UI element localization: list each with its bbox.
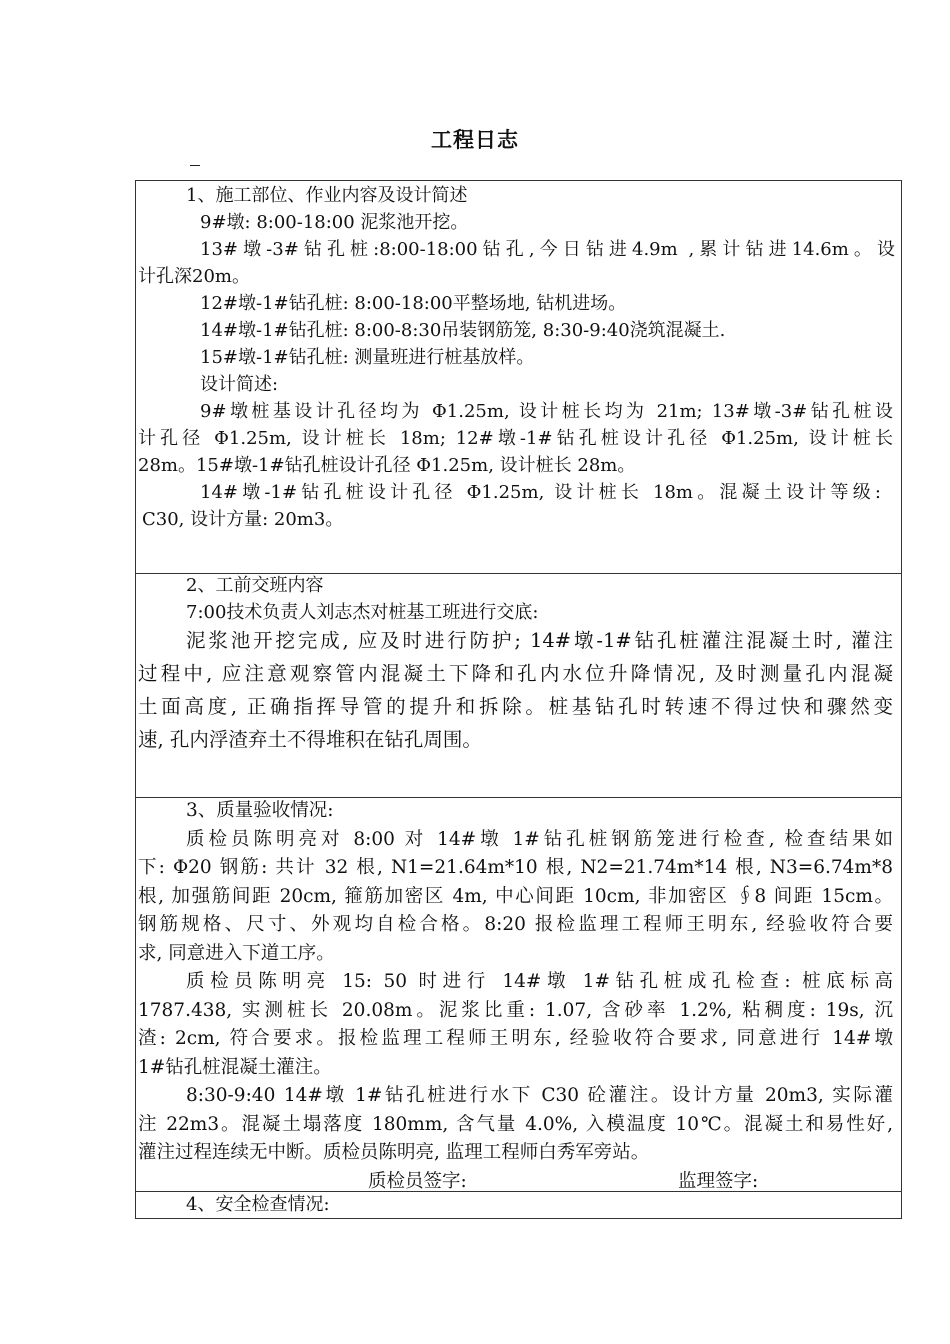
section-construction (136, 182, 901, 533)
text-line: 灌注过程连续无中断。质检员陈明亮, 监理工程师白秀军旁站。 (138, 1142, 650, 1163)
section-heading: 4、安全检查情况: (186, 1194, 330, 1215)
text-line: 1#钻孔桩混凝土灌注。 (138, 1056, 332, 1078)
supervisor-signature-label: 监理签字: (678, 1170, 759, 1192)
text-line: 注 22m3。混凝土塌落度 180mm, 含气量 4.0%, 入模温度 10℃。混凝土和易性好, (138, 1113, 893, 1135)
text-line: 钢筋规格、尺寸、外观均自检合格。8:20 报检监理工程师王明东, 经验收符合要 (138, 914, 893, 935)
text-line: 计孔深20m。 (138, 266, 250, 287)
text-line: 质检员陈明亮 15: 50 时进行 14#墩 1#钻孔桩成孔检查: 桩底标高 (186, 971, 893, 992)
page-title: 工程日志 (431, 127, 519, 152)
section-safety (136, 1191, 901, 1218)
log-table (135, 180, 902, 1219)
text-line: 泥浆池开挖完成, 应及时进行防护; 14#墩-1#钻孔桩灌注混凝土时, 灌注 (186, 629, 893, 652)
text-line: 8:30-9:40 14#墩 1#钻孔桩进行水下 C30 砼灌注。设计方量 20m3, 实际灌 (186, 1085, 893, 1106)
qc-signature-label: 质检员签字: (368, 1170, 467, 1192)
text-line: 13#墩-3#钻孔桩:8:00-18:00钻孔,今日钻进4.9m ,累计钻进14.6m。设 (200, 239, 895, 260)
text-line: 设计简述: (200, 374, 279, 395)
text-line: 根, 加强筋间距 20cm, 箍筋加密区 4m, 中心间距 10cm, 非加密区 ∮8 间距 15cm。 (138, 885, 893, 907)
text-line: 下: Φ20 钢筋: 共计 32 根, N1=21.64m*10 根, N2=21.74m*14 根, N3=6.74m*8 (138, 857, 893, 878)
text-line: 1787.438, 实测桩长 20.08m。泥浆比重: 1.07, 含砂率 1.2%, 粘稠度: 19s, 沉 (138, 999, 893, 1021)
text-line: 15#墩-1#钻孔桩: 测量班进行桩基放样。 (200, 347, 535, 368)
text-line: 14#墩-1#钻孔桩: 8:00-8:30吊装钢筋笼, 8:30-9:40浇筑混凝土. (200, 320, 726, 341)
text-line: 求, 同意进入下道工序。 (138, 942, 335, 964)
text-line: 12#墩-1#钻孔桩: 8:00-18:00平整场地, 钻机进场。 (200, 293, 627, 314)
text-line: 计孔径 Φ1.25m, 设计桩长 18m; 12#墩-1#钻孔桩设计孔径 Φ1.25m, 设计桩长 (138, 428, 893, 449)
text-line: 9#墩桩基设计孔径均为 Φ1.25m, 设计桩长均为 21m; 13#墩-3#钻孔桩设 (200, 401, 893, 422)
text-line: 28m。15#墩-1#钻孔桩设计孔径 Φ1.25m, 设计桩长 28m。 (138, 455, 636, 476)
text-line: 9#墩: 8:00-18:00 泥浆池开挖。 (200, 212, 469, 233)
text-line: 过程中, 应注意观察管内混凝土下降和孔内水位升降情况, 及时测量孔内混凝 (138, 662, 893, 685)
text-line: 14#墩-1#钻孔桩设计孔径 Φ1.25m, 设计桩长 18m。混凝土设计等级: (200, 482, 881, 503)
section-heading: 1、施工部位、作业内容及设计简述 (186, 185, 468, 206)
section-heading: 3、质量验收情况: (186, 800, 334, 821)
section-quality (136, 797, 901, 1196)
text-line: 渣: 2cm, 符合要求。报检监理工程师王明东, 经验收符合要求, 同意进行 14#墩 (138, 1028, 893, 1049)
text-line: 7:00技术负责人刘志杰对桩基工班进行交底: (186, 602, 539, 623)
underline-mark (190, 165, 200, 166)
text-line: 速, 孔内浮渣弃土不得堆积在钻孔周围。 (138, 728, 482, 751)
text-line: 质检员陈明亮对 8:00 对 14#墩 1#钻孔桩钢筋笼进行检查, 检查结果如 (186, 828, 893, 850)
text-line: C30, 设计方量: 20m3。 (142, 509, 344, 530)
section-heading: 2、工前交班内容 (186, 575, 324, 596)
section-shift-briefing (136, 572, 901, 756)
text-line: 土面高度, 正确指挥导管的提升和拆除。桩基钻孔时转速不得过快和骤然变 (138, 695, 893, 718)
